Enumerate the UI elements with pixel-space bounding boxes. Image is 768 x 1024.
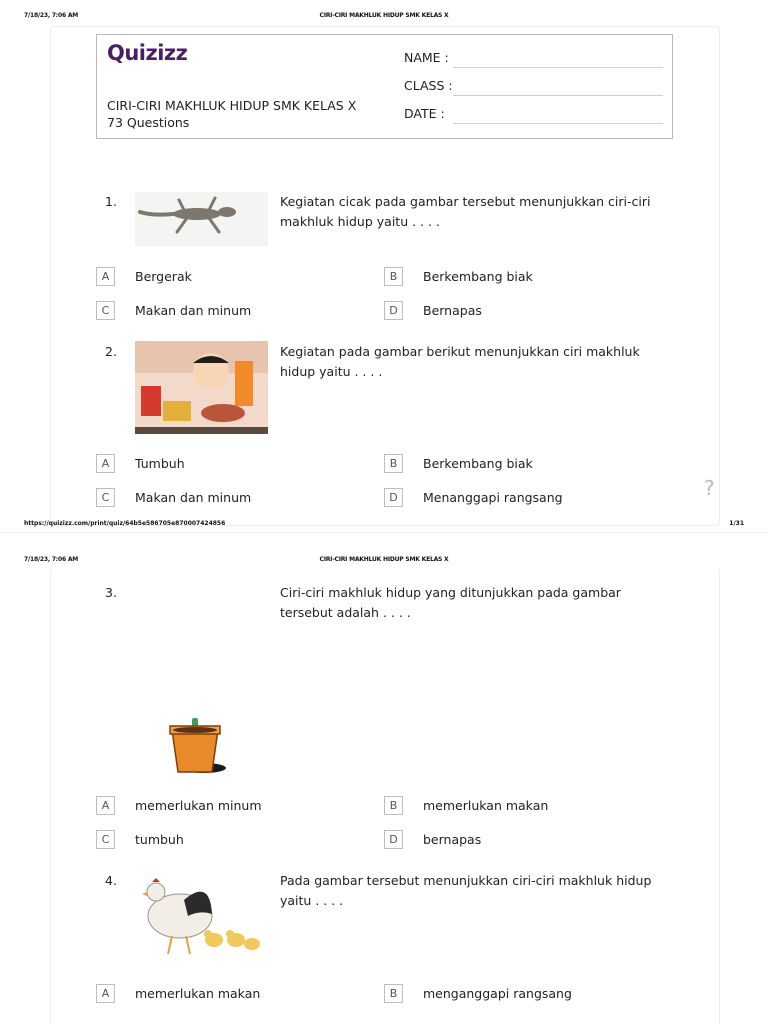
option-letter: C <box>96 301 115 320</box>
option-d[interactable] <box>384 830 481 849</box>
option-letter: B <box>384 454 403 473</box>
option-letter: B <box>384 267 403 286</box>
option-c[interactable] <box>96 301 251 320</box>
help-icon[interactable]: ? <box>704 476 715 500</box>
quiz-title: CIRI-CIRI MAKHLUK HIDUP SMK KELAS X <box>107 98 357 113</box>
option-text: memerlukan makan <box>135 986 261 1001</box>
option-a[interactable] <box>96 454 185 473</box>
option-b[interactable] <box>384 984 572 1003</box>
option-text: bernapas <box>423 832 482 847</box>
question-number: 3. <box>105 585 117 600</box>
page-divider <box>0 532 768 552</box>
option-text: tumbuh <box>135 832 184 847</box>
hen-chicks-image <box>140 870 264 958</box>
question-text: Kegiatan cicak pada gambar tersebut menunjukkan ciri-ciri makhluk hidup yaitu . . . . <box>280 194 651 229</box>
quiz-header <box>96 34 673 139</box>
option-b[interactable] <box>384 267 533 286</box>
print-title: CIRI-CIRI MAKHLUK HIDUP SMK KELAS X <box>319 556 449 563</box>
option-c[interactable] <box>96 488 251 507</box>
option-c[interactable] <box>96 830 184 849</box>
option-text: memerlukan makan <box>423 798 549 813</box>
option-letter: D <box>384 830 403 849</box>
option-b[interactable] <box>384 796 548 815</box>
date-label: DATE : <box>404 106 445 121</box>
option-text: Berkembang biak <box>423 456 533 471</box>
question-text: Pada gambar tersebut menunjukkan ciri-ciri makhluk hidup yaitu . . . . <box>280 873 652 908</box>
question-number: 1. <box>105 194 117 209</box>
option-letter: C <box>96 488 115 507</box>
option-text: Makan dan minum <box>135 303 252 318</box>
option-text: Bergerak <box>135 269 192 284</box>
cartoon-eating-image <box>135 341 268 434</box>
print-page-number: 1/31 <box>729 520 744 527</box>
option-letter: B <box>384 984 403 1003</box>
gecko-image <box>135 192 268 246</box>
print-url: https://quizizz.com/print/quiz/64b5e586705e870007424856 <box>24 520 226 527</box>
option-letter: A <box>96 984 115 1003</box>
question-number: 4. <box>105 873 117 888</box>
question-number: 2. <box>105 344 117 359</box>
option-text: menganggapi rangsang <box>423 986 572 1001</box>
option-text: Bernapas <box>423 303 482 318</box>
plant-pot-image <box>168 716 228 776</box>
option-a[interactable] <box>96 796 262 815</box>
option-d[interactable] <box>384 488 563 507</box>
option-text: Makan dan minum <box>135 490 252 505</box>
name-label: NAME : <box>404 50 449 65</box>
option-text: Tumbuh <box>135 456 185 471</box>
option-letter: A <box>96 267 115 286</box>
class-label: CLASS : <box>404 78 453 93</box>
option-text: Menanggapi rangsang <box>423 490 563 505</box>
option-letter: D <box>384 301 403 320</box>
name-field[interactable] <box>453 67 663 68</box>
class-field[interactable] <box>453 95 663 96</box>
print-datetime: 7/18/23, 7:06 AM <box>24 556 79 563</box>
question-count: 73 Questions <box>107 115 190 130</box>
option-a[interactable] <box>96 984 260 1003</box>
option-letter: D <box>384 488 403 507</box>
option-letter: A <box>96 796 115 815</box>
option-letter: A <box>96 454 115 473</box>
option-letter: B <box>384 796 403 815</box>
date-field[interactable] <box>453 123 663 124</box>
quizizz-logo: Quizizz <box>107 41 188 65</box>
option-text: memerlukan minum <box>135 798 262 813</box>
option-a[interactable] <box>96 267 192 286</box>
question-text: Kegiatan pada gambar berikut menunjukkan ciri makhluk hidup yaitu . . . . <box>280 344 640 379</box>
option-letter: C <box>96 830 115 849</box>
question-text: Ciri-ciri makhluk hidup yang ditunjukkan pada gambar tersebut adalah . . . . <box>280 585 621 620</box>
print-datetime: 7/18/23, 7:06 AM <box>24 12 79 19</box>
print-title: CIRI-CIRI MAKHLUK HIDUP SMK KELAS X <box>319 12 449 19</box>
option-d[interactable] <box>384 301 482 320</box>
option-b[interactable] <box>384 454 533 473</box>
option-text: Berkembang biak <box>423 269 533 284</box>
